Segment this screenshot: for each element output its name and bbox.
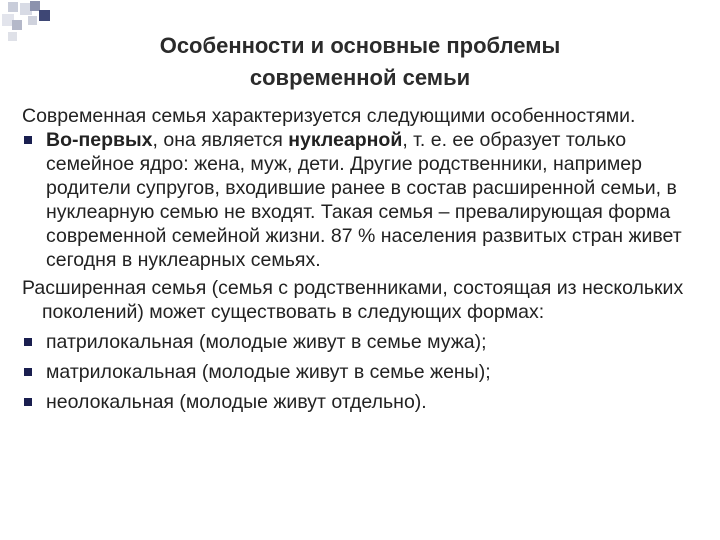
square-bullet-icon	[24, 398, 32, 406]
first-point-lead: Во-первых	[46, 129, 153, 151]
form-item-neolocal	[22, 390, 712, 414]
title-line-2: современной семьи	[249, 65, 471, 90]
form-item-patrilocal	[22, 330, 712, 354]
decor-square	[8, 32, 17, 41]
form-item-matrilocal	[22, 360, 712, 384]
form-label: матрилокальная (молодые живут в семье жены);	[46, 361, 491, 383]
decor-square	[8, 2, 18, 12]
square-bullet-icon	[24, 368, 32, 376]
decor-square	[39, 10, 50, 21]
decor-square	[12, 20, 22, 30]
first-point-item	[22, 128, 712, 272]
square-bullet-icon	[24, 338, 32, 346]
first-point-text-2: , т. е. ее образует только семейное ядро: жена, муж, дети. Другие родственники, например родители супругов, входившие ранее в состав расширенной семьи, в нуклеарную семью не входят. Такая семья – превалирующая форма современной семейной жизни. 87 % населения развитых стран живет сегодня в нуклеарных семьях.	[46, 129, 682, 271]
intro-paragraph: Современная семья характеризуется следующими особенностями.	[22, 105, 636, 127]
square-bullet-icon	[24, 136, 32, 144]
first-point-term: нуклеарной	[288, 129, 403, 151]
form-label: неолокальная (молодые живут отдельно).	[46, 391, 427, 413]
extended-family-paragraph: Расширенная семья (семья с родственниками, состоящая из нескольких поколений) может существовать в следующих формах:	[22, 277, 684, 323]
decor-square	[28, 16, 37, 25]
slide-title	[60, 30, 660, 94]
form-label: патрилокальная (молодые живут в семье мужа);	[46, 331, 487, 353]
first-point-text-1: , она является	[152, 129, 289, 151]
title-line-1: Особенности и основные проблемы	[159, 33, 561, 58]
slide-body	[22, 104, 712, 414]
